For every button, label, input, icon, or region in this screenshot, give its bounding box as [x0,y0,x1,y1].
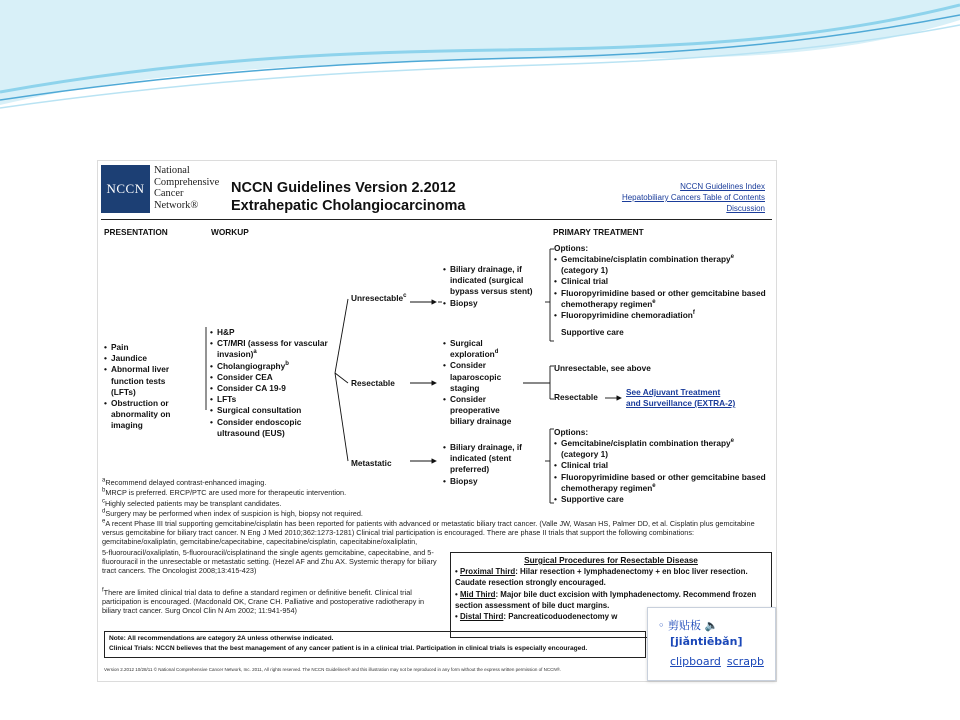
list-item: • Surgical consultation [210,405,329,416]
outcome-unresectable: Unresectable, see above [554,363,651,373]
dictionary-popup[interactable] [647,607,776,681]
note-box: Note: All recommendations are category 2A unless otherwise indicated. Clinical Trials: NCCN believes that the best management of any cancer patient is in a clinical trial. Participation in clinical trials is especially encouraged. [104,631,646,658]
list-item: • Abnormal liver function tests (LFTs) [104,364,189,398]
surgical-box-title: Surgical Procedures for Resectable Disease [524,555,698,565]
options-label: Options: [554,243,589,253]
list-item: • Clinical trial [554,460,766,471]
col-workup: WORKUP [211,227,249,237]
discussion-link[interactable]: Discussion [726,204,765,213]
presentation-list [104,342,189,432]
list-item: • H&P [210,327,329,338]
surgical-item: • Mid Third: Major bile duct excision with lymphadenectomy. Recommend frozen section assessment of bile duct margins. [455,589,757,610]
list-item: • LFTs [210,394,329,405]
list-item: • Consider preoperative biliary drainage [443,394,525,428]
unresectable-options [554,254,766,321]
supportive-care: Supportive care [561,327,624,337]
adjuvant-treatment-link[interactable]: See Adjuvant Treatment and Surveillance (EXTRA-2) [626,387,736,409]
speaker-icon[interactable]: 🔈 [704,619,719,632]
list-item: • Fluoropyrimidine chemoradiation$^f$ [554,310,766,321]
col-primary-treatment: PRIMARY TREATMENT [553,227,644,237]
nccn-guideline-page [97,160,777,682]
nccn-logo: NCCN [101,165,150,213]
footnote-e: $^e$A recent Phase III trial supporting gemcitabine/cisplatin has been reported for patients with advanced or metastatic biliary tract cancer. (Valle JW, Wasan HS, Palmer DD, et al. Cisplatin plus gemcitabine versus gemcitabine for biliary tract cancer. N Eng J Med 2010;362:1273-1281) Clinical trial participation is encouraged. There are phase II trials that support the following combinations: gemcitabine/oxaliplatin, gemcitabine/capecitabine, capecitabine/cisplatin, capecitabine/oxaliplatin, [102,518,755,547]
guidelines-index-link[interactable]: NCCN Guidelines Index [680,182,765,191]
wave-fill [0,0,960,105]
list-item: • CT/MRI (assess for vascular invasion)$^a$ [210,338,329,360]
branch-unresectable: Unresectable$^c$ [351,293,407,303]
unresectable-actions [443,264,533,309]
popup-word: ◦ 剪贴板 🔈 [658,619,719,632]
surgical-item: • Distal Third: Pancreaticoduodenectomy w [455,612,618,622]
branch-metastatic: Metastatic [351,458,392,468]
outcome-resectable: Resectable [554,392,598,402]
options-label: Options: [554,427,589,437]
list-item: • Fluoropyrimidine based or other gemcitabine based chemotherapy regimen$^e$ [554,288,766,310]
toc-link[interactable]: Hepatobiliary Cancers Table of Contents [621,193,765,202]
footnote-d: $^d$Surgery may be performed when index of suspicion is high, biopsy not required. [102,508,363,518]
col-presentation: PRESENTATION [104,227,168,237]
list-item: • Biopsy [443,476,533,487]
popup-pinyin: [jiǎntiēbǎn] [670,635,743,648]
popup-meanings [670,655,770,668]
list-item: • Biliary drainage, if indicated (surgical bypass versus stent) [443,264,533,298]
guideline-title: NCCN Guidelines Version 2.2012 Extrahepatic Cholangiocarcinoma [231,180,466,214]
copyright-footer: Version 2.2012 10/28/11 © National Comprehensive Cancer Network, Inc. 2011, All rights reserved. The NCCN Guidelines® and this illustration may not be reproduced in any form without the express written permission of NCCN®. [104,667,562,672]
list-item: • Gemcitabine/cisplatin combination therapy$^e$ (category 1) [554,438,766,460]
meaning-link-scrapbook[interactable]: scrapb [726,655,764,668]
branch-resectable: Resectable [351,378,395,388]
list-item: • Biliary drainage, if indicated (stent preferred) [443,442,533,476]
list-item: • Pain [104,342,189,353]
list-item: • Jaundice [104,353,189,364]
list-item: • Consider CEA [210,372,329,383]
list-item: • Biopsy [443,298,533,309]
slide-wave-decoration [0,0,960,120]
list-item: • Clinical trial [554,276,766,287]
list-item: • Consider laparoscopic staging [443,360,525,394]
list-item: • Supportive care [554,494,766,505]
list-item: • Obstruction or abnormality on imaging [104,398,189,432]
resectable-actions [443,338,525,428]
list-item: • Consider endoscopic ultrasound (EUS) [210,417,329,439]
footnote-f: $^f$There are limited clinical trial data to define a standard regimen or definitive benefit. Clinical trial participation is encouraged. (Macdonald OK, Crane CH. Palliative and postoperative radiotherapy in biliary tract cancer. Surg Oncol Clin N Am 2002; 11:941-954) [102,587,425,616]
list-item: • Consider CA 19-9 [210,383,329,394]
footnote-b: $^b$MRCP is preferred. ERCP/PTC are used more for therapeutic intervention. [102,487,347,497]
list-item: • Cholangiography$^b$ [210,361,329,372]
list-item: • Gemcitabine/cisplatin combination therapy$^e$ (category 1) [554,254,766,276]
footnote-e-continued: 5-fluorouracil/oxaliplatin, 5-fluorouracil/cisplatinand the single agents gemcitabine, capecitabine, and 5-fluorouracil in the unresectable or metastatic setting. (Hezel AF and Zhu AX. Systemic therapy for biliary tract cancers. The Oncologist 2008;13:415-423) [102,548,437,576]
surgical-item: • Proximal Third: Hilar resection + lymphadenectomy + en bloc liver resection. Caudate resection strongly encouraged. [455,567,748,588]
nccn-logo-text: National Comprehensive Cancer Network® [154,165,220,211]
list-item: • Fluoropyrimidine based or other gemcitabine based chemotherapy regimen$^e$ [554,472,766,494]
workup-list [210,327,329,439]
footnote-a: $^a$Recommend delayed contrast-enhanced imaging. [102,477,267,487]
footnote-c: $^c$Highly selected patients may be transplant candidates. [102,498,282,508]
meaning-link-clipboard[interactable]: clipboard [670,655,721,668]
list-item: • Surgical exploration$^d$ [443,338,525,360]
